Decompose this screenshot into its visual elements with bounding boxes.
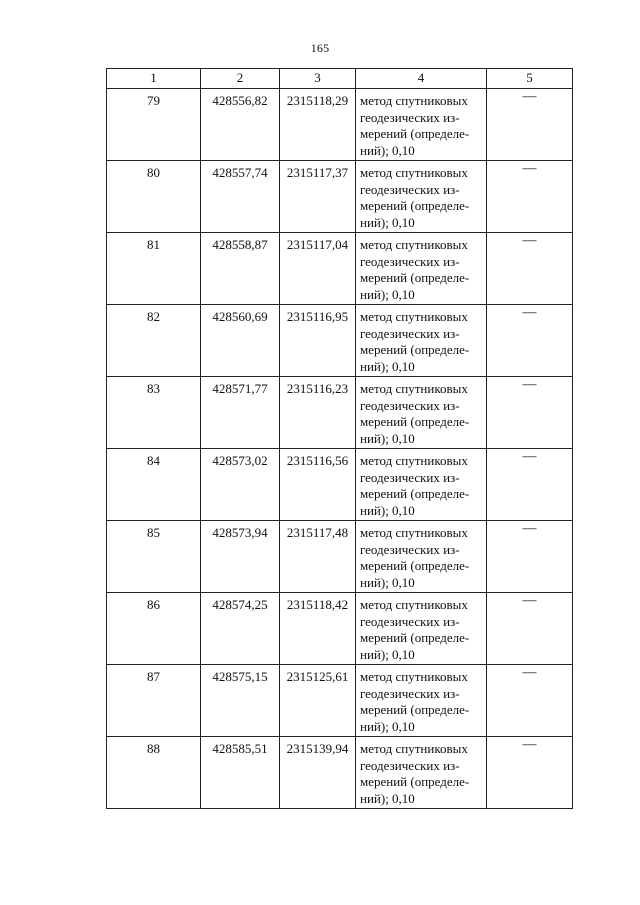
method-line: геодезических из- xyxy=(360,181,460,197)
point-number: 83 xyxy=(107,377,201,449)
method-description xyxy=(356,233,487,305)
method-line: геодезических из- xyxy=(360,109,460,125)
method-line: геодезических из- xyxy=(360,253,460,269)
note-dash: — xyxy=(487,89,573,161)
table-row xyxy=(107,161,573,233)
column-header-5: 5 xyxy=(487,69,573,89)
point-number: 84 xyxy=(107,449,201,521)
coordinate-y: 2315125,61 xyxy=(280,665,356,737)
method-line: ний); 0,10 xyxy=(360,718,415,734)
coordinate-y: 2315118,42 xyxy=(280,593,356,665)
method-line: мерений (определе- xyxy=(360,270,470,285)
note-dash: — xyxy=(487,233,573,305)
point-number: 87 xyxy=(107,665,201,737)
method-description xyxy=(356,377,487,449)
method-line: метод спутниковых xyxy=(360,741,468,756)
coordinate-x: 428556,82 xyxy=(201,89,280,161)
coordinate-y: 2315118,29 xyxy=(280,89,356,161)
table-row xyxy=(107,449,573,521)
point-number: 85 xyxy=(107,521,201,593)
coordinate-y: 2315117,48 xyxy=(280,521,356,593)
coordinate-x: 428574,25 xyxy=(201,593,280,665)
method-line: метод спутниковых xyxy=(360,93,468,108)
method-line: ний); 0,10 xyxy=(360,286,415,302)
method-line: мерений (определе- xyxy=(360,126,470,141)
coordinate-x: 428557,74 xyxy=(201,161,280,233)
point-number: 82 xyxy=(107,305,201,377)
coordinate-x: 428575,15 xyxy=(201,665,280,737)
method-description xyxy=(356,449,487,521)
method-description xyxy=(356,305,487,377)
method-line: геодезических из- xyxy=(360,325,460,341)
coordinate-y: 2315117,04 xyxy=(280,233,356,305)
method-description xyxy=(356,89,487,161)
method-line: ний); 0,10 xyxy=(360,790,415,806)
method-line: мерений (определе- xyxy=(360,198,470,213)
table-row xyxy=(107,305,573,377)
coordinate-x: 428558,87 xyxy=(201,233,280,305)
method-line: мерений (определе- xyxy=(360,414,470,429)
method-line: мерений (определе- xyxy=(360,702,470,717)
coordinate-x: 428573,02 xyxy=(201,449,280,521)
method-line: геодезических из- xyxy=(360,757,460,773)
method-line: ний); 0,10 xyxy=(360,142,415,158)
method-description xyxy=(356,521,487,593)
coordinate-x: 428573,94 xyxy=(201,521,280,593)
method-line: мерений (определе- xyxy=(360,486,470,501)
note-dash: — xyxy=(487,305,573,377)
method-description xyxy=(356,737,487,809)
method-line: геодезических из- xyxy=(360,613,460,629)
coordinate-y: 2315116,23 xyxy=(280,377,356,449)
note-dash: — xyxy=(487,449,573,521)
method-line: метод спутниковых xyxy=(360,309,468,324)
method-line: мерений (определе- xyxy=(360,342,470,357)
note-dash: — xyxy=(487,377,573,449)
note-dash: — xyxy=(487,665,573,737)
method-line: ний); 0,10 xyxy=(360,358,415,374)
coordinate-x: 428571,77 xyxy=(201,377,280,449)
column-header-1: 1 xyxy=(107,69,201,89)
method-line: метод спутниковых xyxy=(360,669,468,684)
coordinate-y: 2315116,56 xyxy=(280,449,356,521)
table-row xyxy=(107,665,573,737)
table-row xyxy=(107,233,573,305)
table-row xyxy=(107,521,573,593)
method-line: ний); 0,10 xyxy=(360,214,415,230)
method-line: метод спутниковых xyxy=(360,453,468,468)
coordinate-x: 428560,69 xyxy=(201,305,280,377)
method-description xyxy=(356,665,487,737)
method-line: ний); 0,10 xyxy=(360,574,415,590)
coordinate-x: 428585,51 xyxy=(201,737,280,809)
point-number: 79 xyxy=(107,89,201,161)
method-line: метод спутниковых xyxy=(360,597,468,612)
coordinate-y: 2315139,94 xyxy=(280,737,356,809)
method-line: мерений (определе- xyxy=(360,558,470,573)
coordinate-y: 2315117,37 xyxy=(280,161,356,233)
coordinate-y: 2315116,95 xyxy=(280,305,356,377)
method-line: ний); 0,10 xyxy=(360,430,415,446)
point-number: 80 xyxy=(107,161,201,233)
note-dash: — xyxy=(487,593,573,665)
method-line: геодезических из- xyxy=(360,397,460,413)
method-line: мерений (определе- xyxy=(360,630,470,645)
method-line: метод спутниковых xyxy=(360,525,468,540)
point-number: 81 xyxy=(107,233,201,305)
coordinates-table xyxy=(106,68,573,809)
table-row xyxy=(107,593,573,665)
method-line: геодезических из- xyxy=(360,685,460,701)
column-header-2: 2 xyxy=(201,69,280,89)
table-row xyxy=(107,89,573,161)
note-dash: — xyxy=(487,161,573,233)
method-line: ний); 0,10 xyxy=(360,646,415,662)
header-row xyxy=(107,69,573,89)
page-number: 165 xyxy=(310,41,330,55)
note-dash: — xyxy=(487,737,573,809)
method-description xyxy=(356,593,487,665)
table-row xyxy=(107,377,573,449)
method-line: ний); 0,10 xyxy=(360,502,415,518)
note-dash: — xyxy=(487,521,573,593)
method-line: геодезических из- xyxy=(360,469,460,485)
method-line: метод спутниковых xyxy=(360,381,468,396)
method-description xyxy=(356,161,487,233)
table-row xyxy=(107,737,573,809)
method-line: геодезических из- xyxy=(360,541,460,557)
point-number: 86 xyxy=(107,593,201,665)
column-header-4: 4 xyxy=(356,69,487,89)
method-line: метод спутниковых xyxy=(360,165,468,180)
point-number: 88 xyxy=(107,737,201,809)
column-header-3: 3 xyxy=(280,69,356,89)
method-line: мерений (определе- xyxy=(360,774,470,789)
method-line: метод спутниковых xyxy=(360,237,468,252)
